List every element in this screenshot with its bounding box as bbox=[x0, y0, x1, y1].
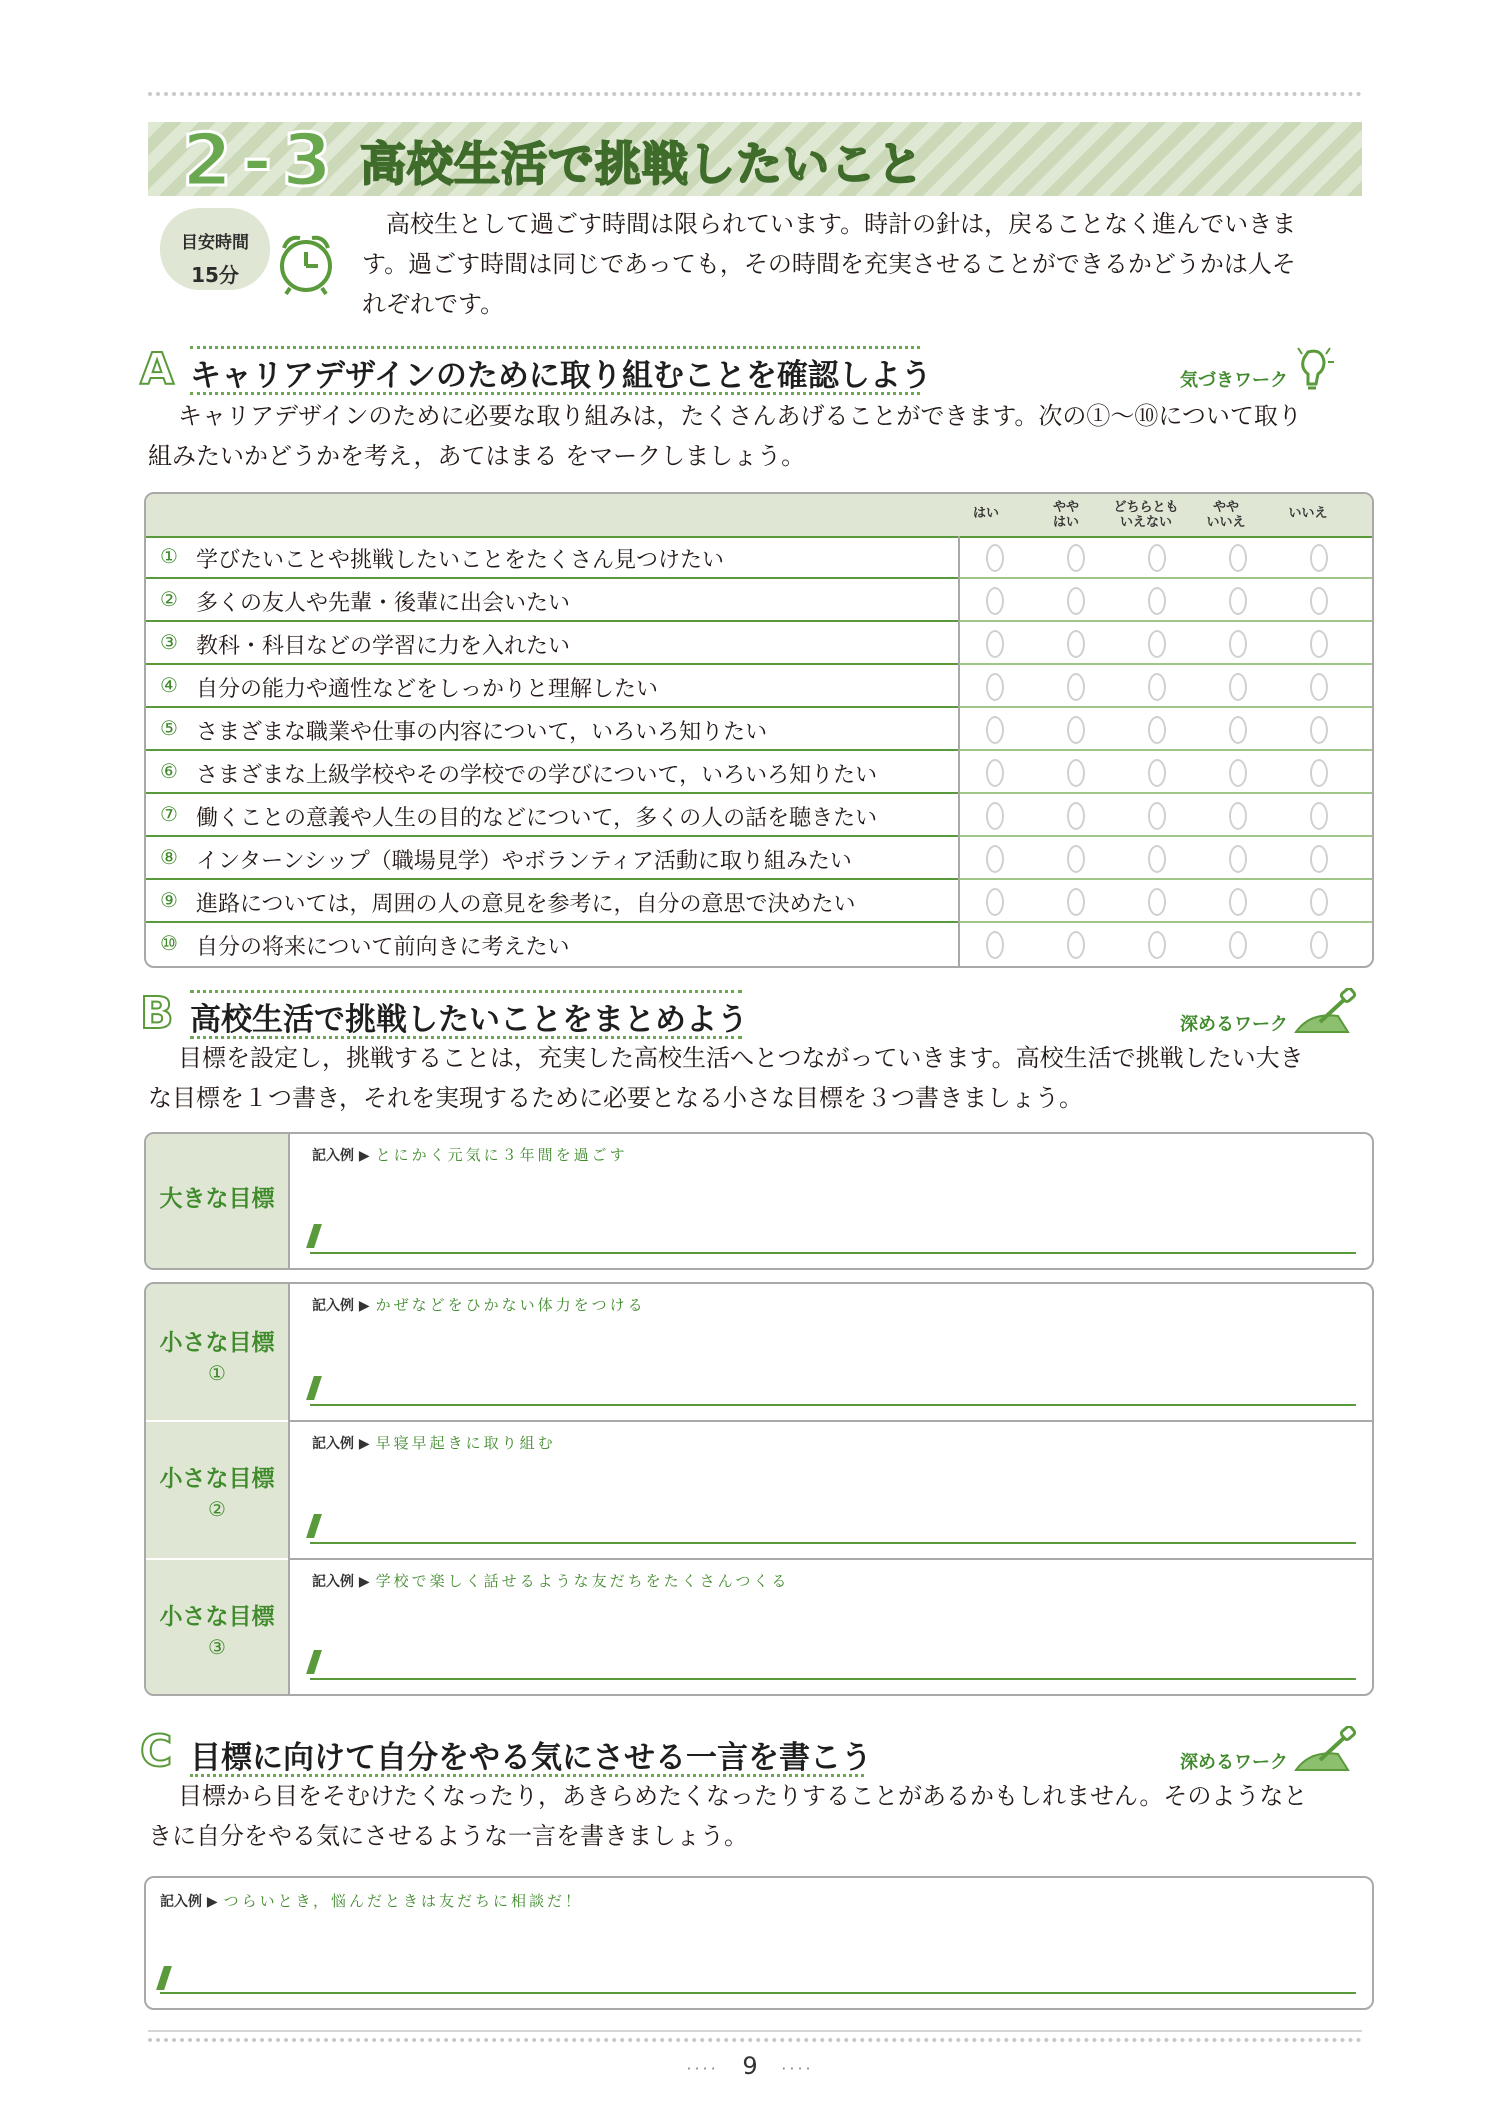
pencil-icon[interactable] bbox=[306, 1514, 322, 1538]
option-neutral[interactable] bbox=[1148, 888, 1166, 916]
example-text: つらいとき，悩んだときは友だちに相談だ！ bbox=[223, 1892, 584, 1910]
option-yes[interactable] bbox=[986, 544, 1004, 572]
time-badge-label: 目安時間 bbox=[181, 233, 249, 253]
unit-number: 2-3 bbox=[182, 118, 343, 202]
section-c-work-label: 深めるワーク bbox=[1180, 1752, 1288, 1773]
row-number: ④ bbox=[160, 673, 178, 697]
option-yes[interactable] bbox=[986, 931, 1004, 959]
row-number: ⑨ bbox=[160, 888, 178, 912]
table-row bbox=[146, 665, 1372, 708]
shovel-icon bbox=[1290, 988, 1360, 1038]
option-somewhat-no[interactable] bbox=[1229, 716, 1247, 744]
section-a-title: キャリアデザインのために取り組むことを確認しよう bbox=[190, 358, 932, 394]
option-neutral[interactable] bbox=[1148, 845, 1166, 873]
intro-line-1: 高校生として過ごす時間は限られています。時計の針は，戻ることなく進んでいきま bbox=[386, 210, 1297, 238]
section-a-underline bbox=[190, 346, 920, 349]
option-no[interactable] bbox=[1310, 931, 1328, 959]
small-goal-label: 小さな目標 bbox=[159, 1466, 275, 1492]
table-row bbox=[146, 751, 1372, 794]
option-somewhat-yes[interactable] bbox=[1067, 544, 1085, 572]
intro-text bbox=[330, 204, 1370, 244]
row-text: 多くの友人や先輩・後輩に出会いたい bbox=[196, 591, 571, 616]
example-text: 学校で楽しく話せるような友だちをたくさんつくる bbox=[375, 1572, 790, 1590]
option-somewhat-yes[interactable] bbox=[1067, 931, 1085, 959]
time-badge-value: 15分 bbox=[191, 263, 239, 287]
row-text: 自分の能力や適性などをしっかりと理解したい bbox=[196, 677, 659, 702]
option-somewhat-yes[interactable] bbox=[1067, 673, 1085, 701]
col-header-somewhat-yes: やや はい bbox=[1052, 500, 1079, 530]
col-header-somewhat-no: やや いいえ bbox=[1206, 500, 1246, 530]
option-somewhat-no[interactable] bbox=[1229, 845, 1247, 873]
table-row bbox=[146, 579, 1372, 622]
row-text: さまざまな上級学校やその学校での学びについて，いろいろ知りたい bbox=[196, 763, 878, 788]
bottom-dotted-border bbox=[148, 2038, 1362, 2042]
option-yes[interactable] bbox=[986, 716, 1004, 744]
row-number: ⑤ bbox=[160, 716, 178, 740]
small-goal-1-label bbox=[146, 1328, 288, 1388]
motivation-box bbox=[144, 1876, 1374, 2010]
big-goal-write-line[interactable] bbox=[310, 1252, 1356, 1254]
example-label: 記入例 ▶ bbox=[312, 1574, 370, 1590]
pencil-icon[interactable] bbox=[156, 1966, 172, 1990]
small-goal-3-write-line[interactable] bbox=[310, 1678, 1356, 1680]
option-somewhat-no[interactable] bbox=[1229, 888, 1247, 916]
section-b-desc-line-1: 目標を設定し，挑戦することは，充実した高校生活へとつながっていきます。高校生活で挑戦したい大き bbox=[178, 1044, 1304, 1072]
option-yes[interactable] bbox=[986, 630, 1004, 658]
row-number: ② bbox=[160, 587, 178, 611]
option-no[interactable] bbox=[1310, 673, 1328, 701]
row-text: 学びたいことや挑戦したいことをたくさん見つけたい bbox=[196, 548, 725, 573]
table-row bbox=[146, 837, 1372, 880]
option-no[interactable] bbox=[1310, 845, 1328, 873]
small-goal-number: ① bbox=[208, 1361, 226, 1385]
page-number-dots-right: ···· bbox=[781, 2059, 814, 2078]
section-a-desc-line-2 bbox=[148, 436, 805, 476]
row-number: ⑥ bbox=[160, 759, 178, 783]
row-text: 自分の将来について前向きに考えたい bbox=[196, 935, 570, 960]
top-dotted-border bbox=[148, 92, 1362, 96]
pencil-icon[interactable] bbox=[306, 1650, 322, 1674]
option-no[interactable] bbox=[1310, 888, 1328, 916]
intro-line-3: れぞれです。 bbox=[362, 290, 505, 318]
option-somewhat-yes[interactable] bbox=[1067, 888, 1085, 916]
example-label: 記入例 ▶ bbox=[160, 1894, 218, 1910]
example-text: 早寝早起きに取り組む bbox=[375, 1434, 556, 1452]
section-b-letter: B bbox=[140, 988, 174, 1039]
pencil-icon[interactable] bbox=[306, 1376, 322, 1400]
option-yes[interactable] bbox=[986, 587, 1004, 615]
time-badge bbox=[160, 208, 270, 290]
bottom-border bbox=[148, 2030, 1362, 2032]
example-label: 記入例 ▶ bbox=[312, 1148, 370, 1164]
option-somewhat-yes[interactable] bbox=[1067, 845, 1085, 873]
option-yes[interactable] bbox=[986, 845, 1004, 873]
small-goal-1-write-line[interactable] bbox=[310, 1404, 1356, 1406]
option-neutral[interactable] bbox=[1148, 759, 1166, 787]
col-header-neutral: どちらとも いえない bbox=[1113, 500, 1179, 530]
section-c-letter: C bbox=[140, 1726, 173, 1777]
section-c-desc-line-2: きに自分をやる気にさせるような一言を書きましょう。 bbox=[148, 1822, 748, 1850]
option-somewhat-yes[interactable] bbox=[1067, 759, 1085, 787]
option-neutral[interactable] bbox=[1148, 544, 1166, 572]
option-somewhat-yes[interactable] bbox=[1067, 716, 1085, 744]
intro-line-2: す。過ごす時間は同じであっても，その時間を充実させることができるかどうかは人そ bbox=[362, 250, 1296, 278]
big-goal-label: 大きな目標 bbox=[159, 1186, 275, 1212]
table-row bbox=[146, 536, 1372, 579]
option-neutral[interactable] bbox=[1148, 587, 1166, 615]
option-somewhat-no[interactable] bbox=[1229, 587, 1247, 615]
big-goal-box bbox=[144, 1132, 1374, 1270]
row-text: 教科・科目などの学習に力を入れたい bbox=[196, 634, 571, 659]
row-divider bbox=[288, 1420, 1372, 1422]
example-label: 記入例 ▶ bbox=[312, 1436, 370, 1452]
col-header-yes: はい bbox=[972, 506, 999, 521]
alarm-clock-icon bbox=[274, 226, 338, 298]
option-yes[interactable] bbox=[986, 673, 1004, 701]
pencil-icon[interactable] bbox=[306, 1224, 322, 1248]
example-label: 記入例 ▶ bbox=[312, 1298, 370, 1314]
option-no[interactable] bbox=[1310, 716, 1328, 744]
option-somewhat-no[interactable] bbox=[1229, 931, 1247, 959]
big-goal-label-cell bbox=[146, 1134, 290, 1268]
option-somewhat-no[interactable] bbox=[1229, 802, 1247, 830]
label-divider bbox=[146, 1420, 288, 1422]
option-somewhat-no[interactable] bbox=[1229, 544, 1247, 572]
label-divider bbox=[146, 1558, 288, 1560]
row-number: ⑩ bbox=[160, 931, 178, 955]
motivation-write-line[interactable] bbox=[160, 1992, 1356, 1994]
shovel-icon bbox=[1290, 1726, 1360, 1776]
example-text: かぜなどをひかない体力をつける bbox=[375, 1296, 646, 1314]
table-row bbox=[146, 794, 1372, 837]
section-c-title: 目標に向けて自分をやる気にさせる一言を書こう bbox=[190, 1740, 872, 1776]
col-header-no: いいえ bbox=[1288, 506, 1328, 521]
option-somewhat-no[interactable] bbox=[1229, 673, 1247, 701]
table-row bbox=[146, 880, 1372, 923]
option-neutral[interactable] bbox=[1148, 931, 1166, 959]
row-number: ③ bbox=[160, 630, 178, 654]
motivation-example bbox=[160, 1890, 583, 1911]
big-goal-example bbox=[312, 1144, 628, 1165]
page-number bbox=[0, 2052, 1500, 2080]
option-neutral[interactable] bbox=[1148, 673, 1166, 701]
row-number: ① bbox=[160, 544, 178, 568]
option-yes[interactable] bbox=[986, 802, 1004, 830]
example-text: とにかく元気に３年間を過ごす bbox=[375, 1146, 628, 1164]
option-neutral[interactable] bbox=[1148, 716, 1166, 744]
section-b-title: 高校生活で挑戦したいことをまとめよう bbox=[190, 1002, 748, 1038]
row-text: 働くことの意義や人生の目的などについて，多くの人の話を聴きたい bbox=[196, 806, 878, 831]
small-goal-2-write-line[interactable] bbox=[310, 1542, 1356, 1544]
small-goal-2-example bbox=[312, 1432, 556, 1453]
lightbulb-icon bbox=[1290, 342, 1336, 394]
row-text: さまざまな職業や仕事の内容について，いろいろ知りたい bbox=[196, 720, 768, 745]
page-number-value: 9 bbox=[742, 2052, 758, 2080]
section-b-desc-line-2: な目標を１つ書き，それを実現するために必要となる小さな目標を３つ書きましょう。 bbox=[148, 1084, 1084, 1112]
small-goal-label: 小さな目標 bbox=[159, 1604, 275, 1630]
section-c-desc-line-1: 目標から目をそむけたくなったり，あきらめたくなったりすることがあるかもしれません。そのようなと bbox=[178, 1782, 1308, 1810]
small-goal-number: ③ bbox=[208, 1635, 226, 1659]
small-goal-1-example bbox=[312, 1294, 646, 1315]
table-row bbox=[146, 923, 1372, 966]
option-somewhat-yes[interactable] bbox=[1067, 802, 1085, 830]
row-text: 進路については，周囲の人の意見を参考に，自分の意思で決めたい bbox=[196, 892, 856, 917]
option-somewhat-yes[interactable] bbox=[1067, 630, 1085, 658]
section-b-work-label: 深めるワーク bbox=[1180, 1014, 1288, 1035]
option-yes[interactable] bbox=[986, 888, 1004, 916]
option-no[interactable] bbox=[1310, 630, 1328, 658]
small-goal-label: 小さな目標 bbox=[159, 1330, 275, 1356]
option-yes[interactable] bbox=[986, 759, 1004, 787]
section-a-work-label: 気づきワーク bbox=[1180, 370, 1288, 391]
small-goal-3-label bbox=[146, 1602, 288, 1662]
section-a-desc-line-1: キャリアデザインのために必要な取り組みは，たくさんあげることができます。次の①～⑩について取り bbox=[178, 402, 1302, 430]
table-row bbox=[146, 622, 1372, 665]
page-title: 高校生活で挑戦したいこと bbox=[360, 137, 924, 191]
option-neutral[interactable] bbox=[1148, 802, 1166, 830]
self-check-table bbox=[144, 492, 1374, 968]
row-divider bbox=[288, 1558, 1372, 1560]
row-text: インターンシップ（職場見学）やボランティア活動に取り組みたい bbox=[196, 849, 852, 874]
section-a-underline-bottom bbox=[190, 392, 920, 395]
option-somewhat-no[interactable] bbox=[1229, 630, 1247, 658]
small-goals-box bbox=[144, 1282, 1374, 1696]
row-number: ⑦ bbox=[160, 802, 178, 826]
small-goal-3-example bbox=[312, 1570, 789, 1591]
table-row bbox=[146, 708, 1372, 751]
section-a-desc-text: 組みたいかどうかを考え，あてはまる をマークしましょう。 bbox=[148, 442, 806, 470]
page-number-dots-left: ···· bbox=[686, 2059, 719, 2078]
section-a-letter: A bbox=[140, 344, 175, 395]
option-no[interactable] bbox=[1310, 587, 1328, 615]
row-number: ⑧ bbox=[160, 845, 178, 869]
option-no[interactable] bbox=[1310, 759, 1328, 787]
section-b-underline bbox=[190, 990, 742, 993]
table-header bbox=[146, 494, 1372, 538]
option-somewhat-yes[interactable] bbox=[1067, 587, 1085, 615]
small-goal-2-label bbox=[146, 1464, 288, 1524]
small-goal-number: ② bbox=[208, 1497, 226, 1521]
option-no[interactable] bbox=[1310, 802, 1328, 830]
option-no[interactable] bbox=[1310, 544, 1328, 572]
option-somewhat-no[interactable] bbox=[1229, 759, 1247, 787]
option-neutral[interactable] bbox=[1148, 630, 1166, 658]
